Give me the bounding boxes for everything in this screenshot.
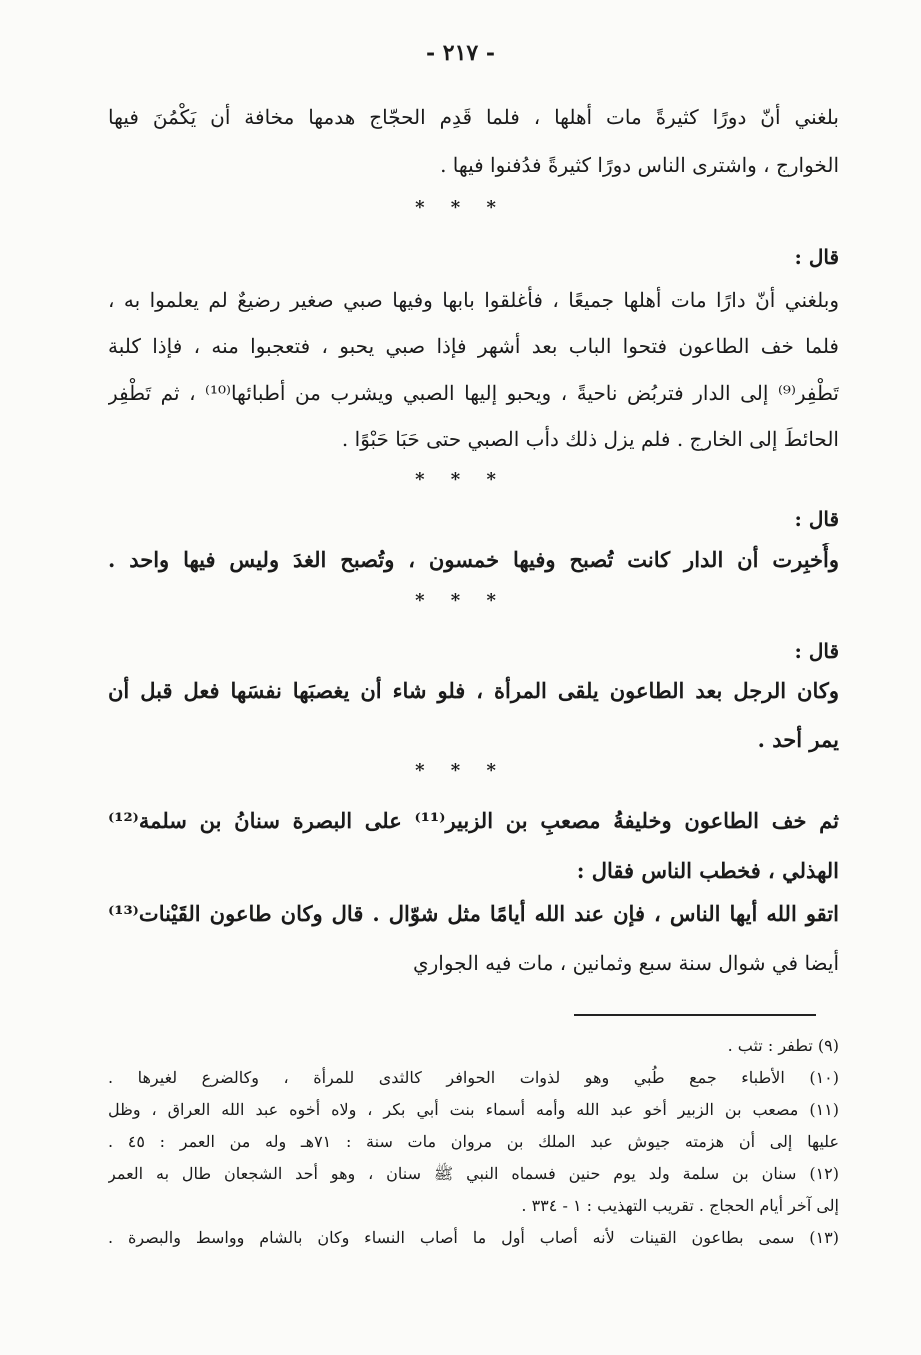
- footnote-line: عليها إلى أن هزمته جيوش عبد الملك بن مروان مات سنة : ٧١هـ وله من العمر : ٤٥ .: [108, 1132, 839, 1151]
- body-line: تَطْفِر⁽⁹⁾ إلى الدار فتربُض ناحيةً ، ويحبو إليها الصبي ويشرب من أطبائها⁽¹⁰⁾ ، ثم تَطْفِر: [108, 381, 839, 405]
- footnote-line: إلى آخر أيام الحجاج . تقريب التهذيب : ١ - ٣٣٤ .: [521, 1196, 839, 1215]
- body-line: الهذلي ، فخطب الناس فقال :: [576, 858, 839, 883]
- body-line: وأُخبِرت أن الدار كانت تُصبح وفيها خمسون ، وتُصبح الغدَ وليس فيها واحد .: [108, 547, 839, 572]
- section-separator: * * *: [415, 469, 506, 490]
- footnote-line: (٩) تطفر : تثب .: [727, 1036, 839, 1055]
- body-line: أيضا في شوال سنة سبع وثمانين ، مات فيه الجواري: [412, 951, 839, 975]
- footnote-line: (١٢) سنان بن سلمة ولد يوم حنين فسماه النبي ﷺ سنان ، وهو أحد الشجعان طال به العمر: [108, 1164, 839, 1183]
- section-separator: * * *: [415, 590, 506, 611]
- body-line: فلما خف الطاعون فتحوا الباب بعد أشهر فإذا صبي يحبو ، فتعجبوا منه ، فإذا كلبة: [108, 334, 839, 358]
- body-line: وبلغني أنّ دارًا مات أهلها جميعًا ، فأغلقوا بابها وفيها صبي صغير رضيعٌ لم يعلموا به ،: [108, 288, 839, 312]
- footnote-line: (١٠) الأطباء جمع طُبي وهو لذوات الحوافر كالثدى للمرأة ، وكالضرع لغيرها .: [108, 1068, 839, 1087]
- page-number: - ٢١٧ -: [425, 40, 496, 66]
- body-line: الخوارج ، واشترى الناس دورًا كثيرةً فدُفنوا فيها .: [440, 153, 839, 177]
- footnote-divider: [574, 1014, 816, 1016]
- section-separator: * * *: [415, 760, 506, 781]
- section-separator: * * *: [415, 197, 506, 218]
- body-line: وكان الرجل بعد الطاعون يلقى المرأة ، فلو شاء أن يغصبَها نفسَها فعل قبل أن: [108, 678, 839, 703]
- section-label: قال :: [794, 245, 839, 269]
- body-line: اتقو الله أيها الناس ، فإن عند الله أيامًا مثل شوّال . قال وكان طاعون القَيْنات⁽¹³⁾: [108, 901, 839, 926]
- section-label: قال :: [794, 507, 839, 531]
- body-line: الحائطَ إلى الخارج . فلم يزل ذلك دأب الصبي حتى حَبَا حَبْوًا .: [341, 427, 839, 451]
- body-line: يمر أحد .: [757, 727, 839, 752]
- footnote-line: (١٣) سمى بطاعون القينات لأنه أصاب أول ما أصاب النساء وكان بالشام وواسط والبصرة .: [108, 1228, 839, 1247]
- body-line: ثم خف الطاعون وخليفةُ مصعبِ بن الزبير⁽¹¹⁾ على البصرة سنانُ بن سلمة⁽¹²⁾: [108, 808, 839, 833]
- section-label: قال :: [794, 639, 839, 663]
- footnote-line: (١١) مصعب بن الزبير أخو عبد الله وأمه أسماء بنت أبي بكر ، ولاه أخوه عبد الله العراق ، وظل: [108, 1100, 839, 1119]
- body-line: بلغني أنّ دورًا كثيرةً مات أهلها ، فلما قَدِم الحجّاج هدمها مخافة أن يَكْمُنَ فيها: [108, 105, 839, 129]
